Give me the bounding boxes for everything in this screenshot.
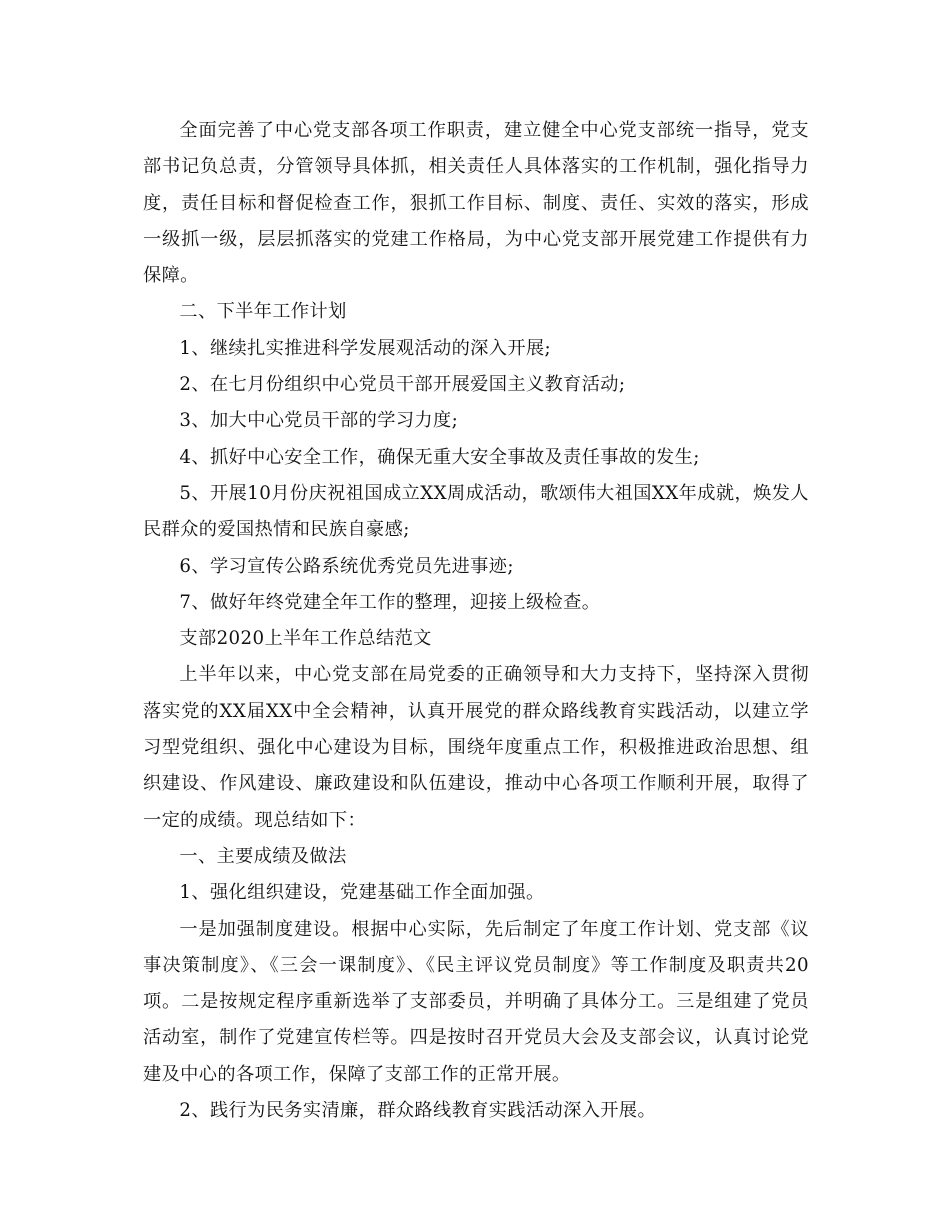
subheading-organization: 1、强化组织建设，党建基础工作全面加强。 <box>179 882 545 904</box>
plan-item-7: 7、做好年终党建全年工作的整理，迎接上级检查。 <box>179 591 601 613</box>
paragraph-system-building: 一是加强制度建设。根据中心实际，先后制定了年度工作计划、党支部《议事决策制度》、《三会一课制度》、《民主评议党员制度》等工作制度及职责共20项。二是按规定程序重新选举了支部委员，并明确了具体分工。三是组建了党员活动室，制作了党建宣传栏等。四是按时召开党员大会及支部会议，认真讨论党建及中心的各项工作，保障了支部工作的正常开展。 <box>143 918 809 1085</box>
section-title: 支部2020上半年工作总结范文 <box>179 628 432 650</box>
subheading-mass-line: 2、践行为民务实清廉，群众路线教育实践活动深入开展。 <box>179 1100 657 1122</box>
plan-item-1: 1、继续扎实推进科学发展观活动的深入开展; <box>179 337 552 359</box>
document-body <box>143 113 809 1129</box>
heading-main-achievements: 一、主要成绩及做法 <box>179 845 347 867</box>
paragraph-responsibilities: 全面完善了中心党支部各项工作职责，建立健全中心党支部统一指导，党支部书记负总责，分管领导具体抓，相关责任人具体落实的工作机制，强化指导力度，责任目标和督促检查工作，狠抓工作目标、制度、责任、实效的落实，形成一级抓一级，层层抓落实的党建工作格局，为中心党支部开展党建工作提供有力保障。 <box>143 120 809 287</box>
plan-item-2: 2、在七月份组织中心党员干部开展爱国主义教育活动; <box>179 374 626 396</box>
plan-item-4: 4、抓好中心安全工作，确保无重大安全事故及责任事故的发生; <box>179 446 700 468</box>
plan-item-3: 3、加大中心党员干部的学习力度; <box>179 410 459 432</box>
plan-item-5: 5、开展10月份庆祝祖国成立XX周成活动，歌颂伟大祖国XX年成就，焕发人民群众的爱国热情和民族自豪感; <box>143 482 809 541</box>
paragraph-intro: 上半年以来，中心党支部在局党委的正确领导和大力支持下，坚持深入贯彻落实党的XX届XX中全会精神，认真开展党的群众路线教育实践活动，以建立学习型党组织、强化中心建设为目标，围绕年度重点工作，积极推进政治思想、组织建设、作风建设、廉政建设和队伍建设，推动中心各项工作顺利开展，取得了一定的成绩。现总结如下： <box>143 664 809 831</box>
heading-second-half-plan: 二、下半年工作计划 <box>179 301 347 323</box>
plan-item-6: 6、学习宣传公路系统优秀党员先进事迹; <box>179 555 514 577</box>
